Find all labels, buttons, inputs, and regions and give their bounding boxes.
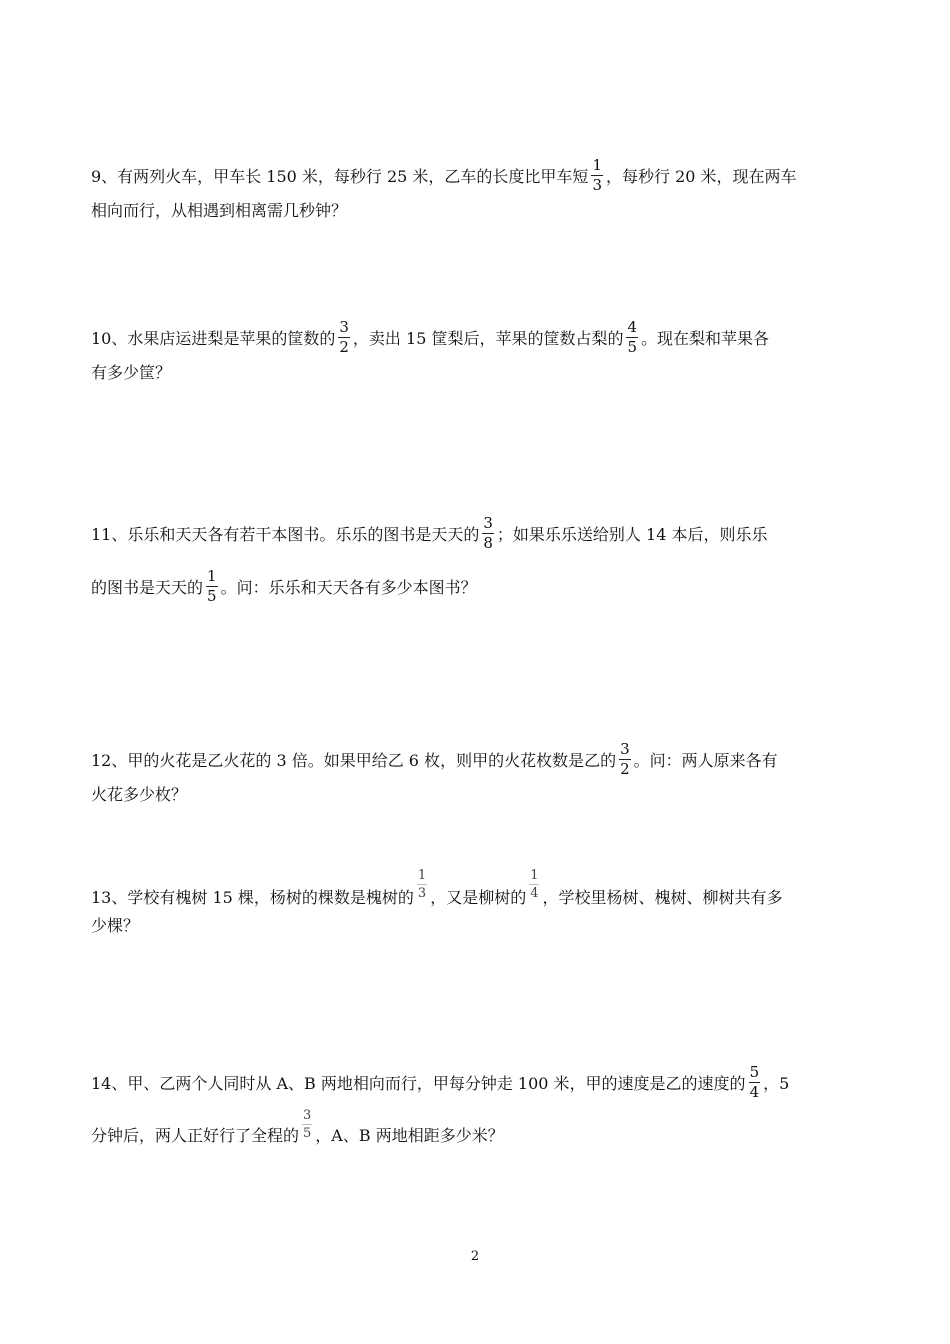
problem-11-text: 。问：乐乐和天天各有多少本图书？ [220, 578, 477, 597]
fraction-numerator: 1 [592, 156, 602, 174]
problem-10-text: ，卖出 15 筐梨后，苹果的筐数占梨的 [352, 329, 624, 348]
problem-14 [91, 1063, 861, 1152]
fraction-denominator: 4 [530, 886, 539, 901]
fraction-numerator: 5 [749, 1063, 760, 1081]
problem-10-text: 。现在梨和苹果各 [641, 329, 770, 348]
fraction [591, 158, 603, 193]
problem-13-line-2: 少棵？ [91, 916, 140, 935]
problem-12-line-1 [91, 740, 861, 779]
fraction-numerator: 1 [417, 868, 427, 883]
problem-9-text: 9、有两列火车，甲车长 150 米，每秒行 25 米，乙车的长度比甲车短 [91, 167, 589, 186]
problem-13-line-1 [91, 868, 861, 914]
problem-14-line-1 [91, 1063, 861, 1102]
fraction-denominator: 8 [483, 534, 493, 552]
problem-10-text: 10、水果店运进梨是苹果的筐数的 [91, 329, 336, 348]
problem-14-line-2 [91, 1108, 861, 1152]
fraction [206, 569, 218, 604]
problem-10-line-1 [91, 318, 861, 357]
fraction-numerator: 1 [530, 868, 539, 883]
problem-14-text: ，5 [763, 1074, 790, 1093]
problem-11-text: ；如果乐乐送给别人 14 本后，则乐乐 [496, 525, 768, 544]
fraction [417, 869, 427, 900]
problem-14-text: 分钟后，两人正好行了全程的 [91, 1126, 300, 1145]
problem-13-text: ，学校里杨树、槐树、柳树共有多 [542, 888, 783, 907]
problem-9 [91, 156, 861, 227]
problem-9-line-2: 相向而行，从相遇到相离需几秒钟？ [91, 201, 348, 220]
fraction [626, 320, 638, 355]
fraction-denominator: 2 [339, 338, 349, 356]
fraction-denominator: 2 [620, 760, 630, 778]
problem-12-text: 12、甲的火花是乙火花的 3 倍。如果甲给乙 6 枚，则甲的火花枚数是乙的 [91, 751, 617, 770]
problem-11-line-1 [91, 514, 861, 553]
page-number: 2 [470, 1249, 480, 1264]
problem-14-text: 14、甲、乙两个人同时从 A、B 两地相向而行，甲每分钟走 100 米，甲的速度是乙的速度的 [91, 1074, 746, 1093]
fraction [529, 869, 539, 900]
problem-11-line-2 [91, 567, 861, 606]
fraction-numerator: 3 [339, 318, 349, 336]
fraction [749, 1065, 761, 1100]
fraction-denominator: 5 [303, 1126, 312, 1141]
fraction [482, 516, 494, 551]
problem-12 [91, 740, 861, 811]
fraction-numerator: 1 [207, 567, 217, 585]
fraction-denominator: 5 [627, 338, 638, 356]
fraction-denominator: 3 [592, 176, 602, 194]
problem-12-text: 。问：两人原来各有 [633, 751, 778, 770]
fraction-numerator: 3 [620, 740, 630, 758]
fraction-denominator: 3 [417, 886, 427, 901]
problem-12-line-2: 火花多少枚？ [91, 785, 188, 804]
problem-9-text: ，每秒行 20 米，现在两车 [605, 167, 797, 186]
problem-14-text: ，A、B 两地相距多少米？ [315, 1126, 504, 1145]
fraction-numerator: 4 [627, 318, 638, 336]
fraction-numerator: 3 [303, 1108, 312, 1123]
problem-10-line-2: 有多少筐？ [91, 363, 172, 382]
fraction-denominator: 5 [207, 587, 217, 605]
fraction [338, 320, 350, 355]
fraction [302, 1109, 312, 1140]
problem-11 [91, 514, 861, 606]
problem-10 [91, 318, 861, 389]
problem-9-line-1 [91, 156, 861, 195]
problem-11-text: 的图书是天天的 [91, 578, 204, 597]
fraction [619, 742, 631, 777]
problem-13-text: ，又是柳树的 [430, 888, 527, 907]
problem-13-text: 13、学校有槐树 15 棵，杨树的棵数是槐树的 [91, 888, 414, 907]
problem-11-text: 11、乐乐和天天各有若干本图书。乐乐的图书是天天的 [91, 525, 480, 544]
fraction-numerator: 3 [483, 514, 493, 532]
problem-13 [91, 868, 861, 938]
fraction-denominator: 4 [749, 1083, 760, 1101]
